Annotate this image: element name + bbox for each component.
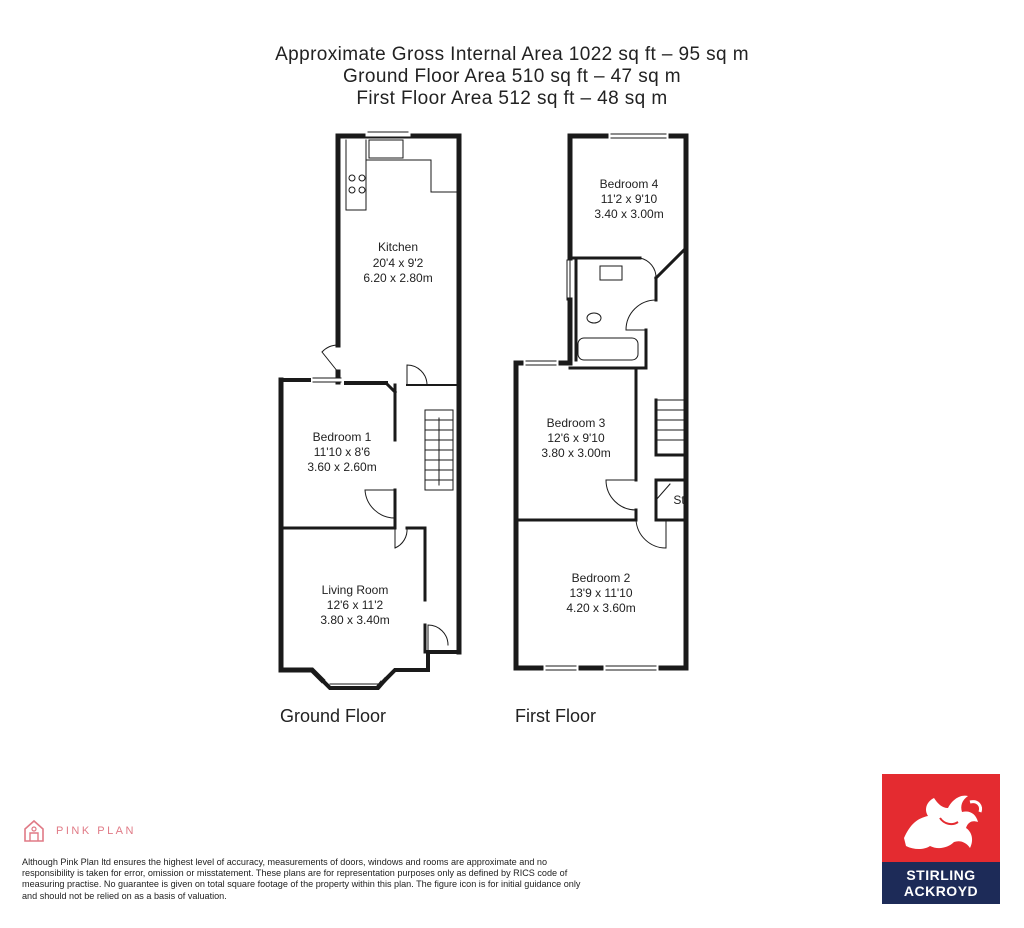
pink-plan-house-icon: [22, 818, 46, 844]
bedroom-3-metric: 3.80 x 3.00m: [541, 446, 611, 460]
logo-wordmark-panel: [882, 862, 1000, 904]
griffin-icon: [882, 774, 1000, 862]
bedroom-1-imperial: 11'10 x 8'6: [313, 445, 371, 459]
logo-emblem-panel: [882, 774, 1000, 862]
bedroom-4-metric: 3.40 x 3.00m: [594, 207, 664, 221]
bedroom-4-imperial: 11'2 x 9'10: [600, 192, 658, 206]
bedroom-1-metric: 3.60 x 2.60m: [307, 460, 377, 474]
store-label: St: [673, 493, 685, 507]
ground-floor-labels: [280, 240, 433, 726]
kitchen-metric: 6.20 x 2.80m: [363, 271, 433, 285]
living-room-name: Living Room: [321, 583, 389, 597]
living-room-imperial: 12'6 x 11'2: [326, 598, 384, 612]
bedroom-2-metric: 4.20 x 3.60m: [566, 601, 636, 615]
disclaimer-text: Although Pink Plan ltd ensures the highest level of accuracy, measurements of doors, windows and rooms are approximate and no responsibility is taken for error, omission or misstatement. These plans are for representation purposes only as defined by RICS code of measuring practise. No guarantee is given on total square footage of the property within this plan. The figure icon is for initial guidance only and should not be relied on as a basis of valuation.: [22, 857, 581, 901]
pink-plan-wordmark: PINK PLAN: [56, 825, 136, 837]
pink-plan-brand: [22, 818, 136, 844]
bedroom-3-imperial: 12'6 x 9'10: [547, 431, 605, 445]
logo-line-2: ACKROYD: [903, 883, 979, 899]
logo-line-1: STIRLING: [906, 867, 976, 883]
ground-area-line: Ground Floor Area 510 sq ft – 47 sq m: [343, 66, 681, 87]
kitchen-name: Kitchen: [377, 240, 419, 254]
living-room-metric: 3.80 x 3.40m: [320, 613, 390, 627]
first-floor-label: First Floor: [515, 706, 596, 726]
bedroom-2-name: Bedroom 2: [571, 571, 631, 585]
bedroom-3-name: Bedroom 3: [546, 416, 606, 430]
gross-area-line: Approximate Gross Internal Area 1022 sq ft – 95 sq m: [275, 44, 749, 65]
bedroom-1-name: Bedroom 1: [312, 430, 372, 444]
bedroom-4-name: Bedroom 4: [599, 177, 659, 191]
stirling-ackroyd-logo: [882, 774, 1000, 904]
kitchen-imperial: 20'4 x 9'2: [372, 256, 424, 270]
first-area-line: First Floor Area 512 sq ft – 48 sq m: [356, 88, 668, 109]
bedroom-2-imperial: 13'9 x 11'10: [569, 586, 633, 600]
ground-floor-label: Ground Floor: [280, 706, 387, 726]
